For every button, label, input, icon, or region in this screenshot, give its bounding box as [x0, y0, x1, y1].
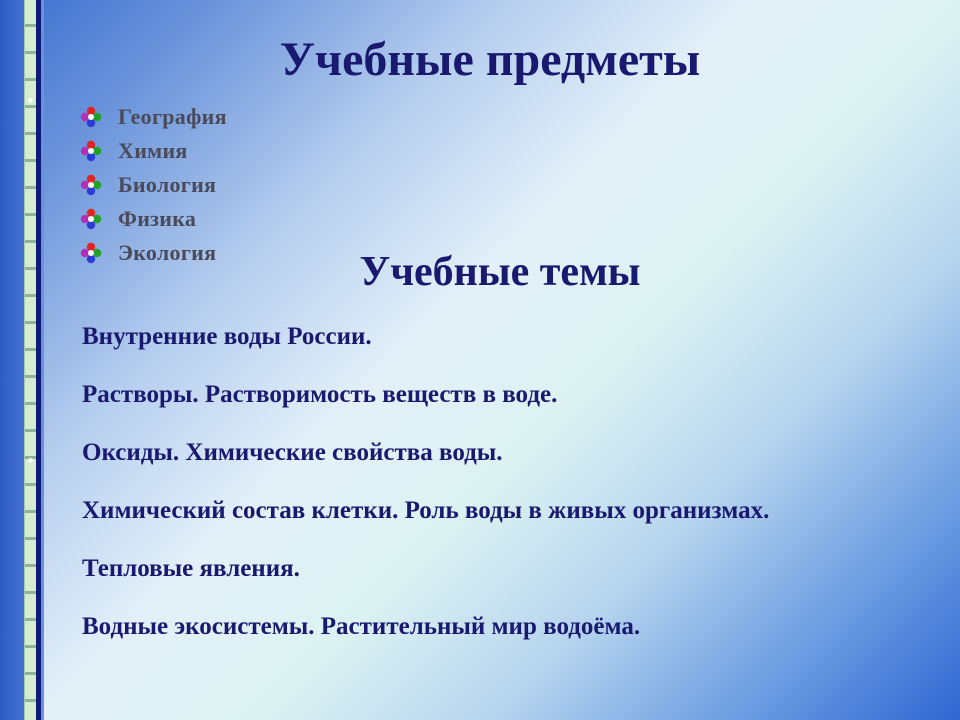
strip-dot: [28, 458, 33, 463]
subject-label: Биология: [118, 172, 217, 197]
topic-item: Тепловые явления.: [82, 555, 300, 582]
topic-item: Химический состав клетки. Роль воды в живых организмах.: [82, 497, 770, 524]
topic-item: Растворы. Растворимость веществ в воде.: [82, 381, 558, 408]
subject-label: География: [118, 104, 227, 129]
topic-item: Внутренние воды России.: [82, 323, 372, 350]
list-item: [80, 100, 227, 134]
subjects-list: [80, 100, 227, 270]
topic-item: Оксиды. Химические свойства воды.: [82, 439, 503, 466]
list-item: [80, 168, 227, 202]
subject-label: Химия: [118, 138, 188, 163]
flower-bullet-icon: [80, 208, 102, 230]
flower-bullet-icon: [80, 140, 102, 162]
list-item: [80, 236, 227, 270]
slide-subtitle: Учебные темы: [359, 249, 641, 295]
flower-bullet-icon: [80, 106, 102, 128]
navy-bar-decoration: [36, 0, 41, 720]
strip-dot: [28, 98, 33, 103]
flower-bullet-icon: [80, 174, 102, 196]
flower-bullet-icon: [80, 242, 102, 264]
topic-item: Водные экосистемы. Растительный мир водоёма.: [82, 613, 641, 640]
list-item: [80, 134, 227, 168]
subject-label: Экология: [118, 240, 217, 265]
subject-label: Физика: [118, 206, 197, 231]
slide-title: Учебные предметы: [279, 33, 701, 86]
list-item: [80, 202, 227, 236]
topics-list: [82, 320, 802, 668]
